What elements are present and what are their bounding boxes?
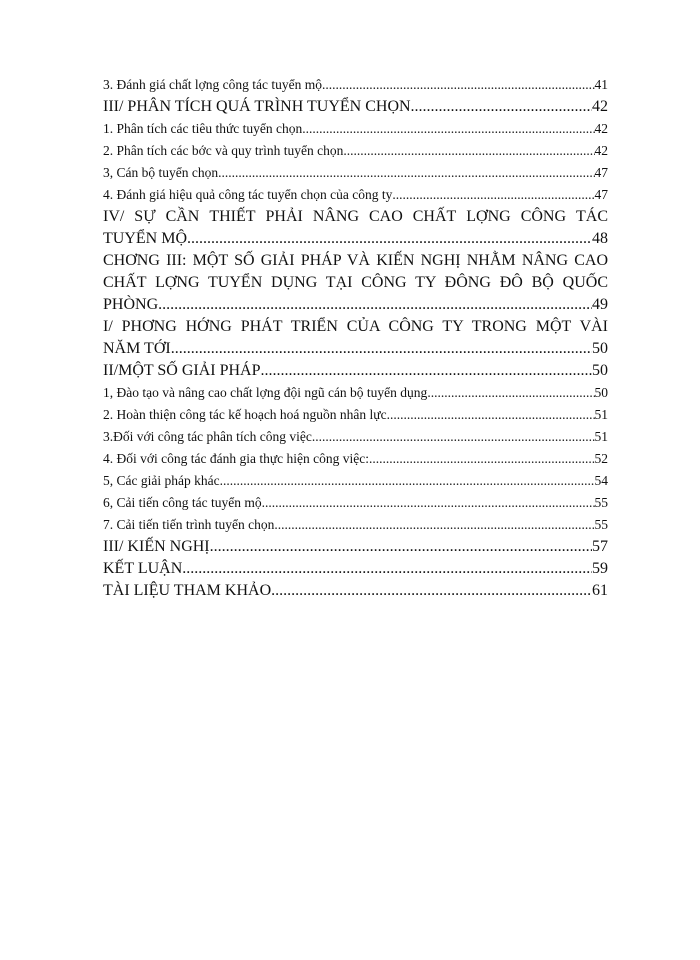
toc-entry-line: CHƠNG III: MỘT SỐ GIẢI PHÁP VÀ KIẾN NGHỊ NHẰM NÂNG CAO	[103, 252, 608, 269]
toc-leader-dots	[322, 74, 595, 96]
toc-word: THIẾT	[209, 208, 256, 225]
toc-leader-dots	[312, 426, 595, 448]
toc-entry[interactable]	[103, 558, 608, 580]
toc-entry-label: 4. Đối với công tác đánh gia thực hiện công việc:	[103, 451, 370, 466]
toc-entry-label: TÀI LIỆU THAM KHẢO	[103, 582, 272, 599]
toc-entry-label: 4. Đánh giá hiệu quả công tác tuyển chọn của công ty	[103, 187, 393, 202]
toc-entry[interactable]	[103, 426, 608, 448]
toc-entry[interactable]	[103, 74, 608, 96]
toc-entry-line	[103, 228, 608, 250]
table-of-contents	[103, 74, 608, 602]
toc-word: NÂNG	[312, 208, 360, 225]
toc-page-number: 52	[594, 451, 608, 466]
toc-leader-dots	[369, 448, 594, 470]
toc-word: IV/	[103, 208, 125, 225]
toc-entry[interactable]	[103, 514, 608, 536]
toc-page-number: 61	[592, 582, 608, 599]
toc-page-number: 41	[594, 77, 608, 92]
toc-entry-label: TUYỂN MỘ	[103, 230, 187, 247]
toc-page-number: 55	[594, 517, 608, 532]
toc-page-number: 42	[592, 98, 608, 115]
toc-entry[interactable]	[103, 360, 608, 382]
toc-entry-label: 3, Cán bộ tuyển chọn	[103, 165, 219, 180]
toc-entry-line: I/ PHƠNG HỚNG PHÁT TRIỂN CỦA CÔNG TY TRONG MỘT VÀI	[103, 318, 608, 335]
toc-page-number: 55	[594, 495, 608, 510]
toc-leader-dots	[171, 338, 592, 360]
toc-entry-line	[103, 338, 608, 360]
toc-page-number: 50	[592, 362, 608, 379]
toc-page-number: 51	[594, 407, 608, 422]
toc-entry-label: 2. Hoàn thiện công tác kế hoạch hoá nguồn nhân lực	[103, 407, 387, 422]
toc-entry[interactable]	[103, 316, 608, 360]
toc-leader-dots	[411, 96, 592, 118]
toc-word: CAO	[369, 208, 403, 225]
toc-entry[interactable]	[103, 118, 608, 140]
toc-entry-line	[103, 206, 608, 228]
toc-entry-label: 7. Cải tiến tiến trình tuyển chọn	[103, 517, 275, 532]
toc-leader-dots	[158, 294, 592, 316]
toc-entry[interactable]	[103, 140, 608, 162]
toc-entry[interactable]	[103, 206, 608, 250]
toc-page-number: 54	[594, 473, 608, 488]
toc-entry[interactable]	[103, 184, 608, 206]
toc-page-number: 59	[592, 560, 608, 577]
toc-entry-label: KẾT LUẬN	[103, 560, 183, 577]
toc-leader-dots	[210, 536, 592, 558]
toc-word: CÔNG	[520, 208, 567, 225]
toc-entry-label: III/ PHÂN TÍCH QUÁ TRÌNH TUYỂN CHỌN	[103, 98, 411, 115]
toc-entry-label: NĂM TỚI	[103, 340, 171, 357]
toc-entry[interactable]	[103, 404, 608, 426]
toc-entry[interactable]	[103, 250, 608, 316]
toc-page-number: 47	[594, 165, 608, 180]
toc-entry-label: 1. Phân tích các tiêu thức tuyển chọn	[103, 121, 303, 136]
toc-page-number: 42	[594, 143, 608, 158]
toc-page-number: 48	[592, 230, 608, 247]
toc-entry-label: 5, Các giải pháp khác	[103, 473, 220, 488]
toc-page-number: 50	[592, 340, 608, 357]
toc-entry[interactable]	[103, 448, 608, 470]
toc-entry-label: III/ KIẾN NGHỊ	[103, 538, 210, 555]
toc-entry-label: PHÒNG	[103, 296, 159, 313]
toc-leader-dots	[261, 360, 593, 382]
toc-leader-dots	[220, 470, 595, 492]
toc-entry-label: 1, Đào tạo và nâng cao chất lợng đội ngũ cán bộ tuyển dụng	[103, 385, 428, 400]
toc-entry[interactable]	[103, 470, 608, 492]
toc-leader-dots	[187, 228, 592, 250]
toc-leader-dots	[218, 162, 594, 184]
toc-leader-dots	[302, 118, 594, 140]
toc-page-number: 49	[592, 296, 608, 313]
toc-leader-dots	[387, 404, 595, 426]
toc-entry[interactable]	[103, 536, 608, 558]
toc-entry-label: 2. Phân tích các bớc và quy trình tuyển chọn	[103, 143, 344, 158]
toc-word: TÁC	[576, 208, 608, 225]
toc-word: SỰ	[134, 208, 156, 225]
toc-entry[interactable]	[103, 382, 608, 404]
toc-word: CẦN	[165, 208, 200, 225]
toc-page-number: 47	[594, 187, 608, 202]
toc-page-number: 57	[592, 538, 608, 555]
toc-leader-dots	[427, 382, 594, 404]
toc-leader-dots	[182, 558, 592, 580]
toc-page-number: 42	[594, 121, 608, 136]
toc-entry[interactable]	[103, 162, 608, 184]
toc-page-number: 50	[594, 385, 608, 400]
toc-leader-dots	[343, 140, 594, 162]
toc-leader-dots	[274, 514, 594, 536]
toc-word: PHẢI	[265, 208, 303, 225]
toc-entry[interactable]	[103, 492, 608, 514]
toc-entry-line	[103, 294, 608, 316]
toc-entry-line: CHẤT LỢNG TUYỂN DỤNG TẠI CÔNG TY ĐÔNG ĐÔ BỘ QUỐC	[103, 274, 608, 291]
toc-leader-dots	[271, 580, 592, 602]
toc-page-number: 51	[594, 429, 608, 444]
toc-entry[interactable]	[103, 580, 608, 602]
toc-entry-label: II/MỘT SỐ GIẢI PHÁP	[103, 362, 261, 379]
toc-leader-dots	[262, 492, 595, 514]
toc-word: CHẤT	[412, 208, 457, 225]
toc-entry-label: 6, Cải tiến công tác tuyển mộ	[103, 495, 262, 510]
toc-entry-label: 3. Đánh giá chất lợng công tác tuyển mộ	[103, 77, 322, 92]
toc-entry[interactable]	[103, 96, 608, 118]
toc-entry-label: 3.Đối với công tác phân tích công việc	[103, 429, 312, 444]
toc-word: LỢNG	[466, 208, 511, 225]
toc-leader-dots	[392, 184, 594, 206]
